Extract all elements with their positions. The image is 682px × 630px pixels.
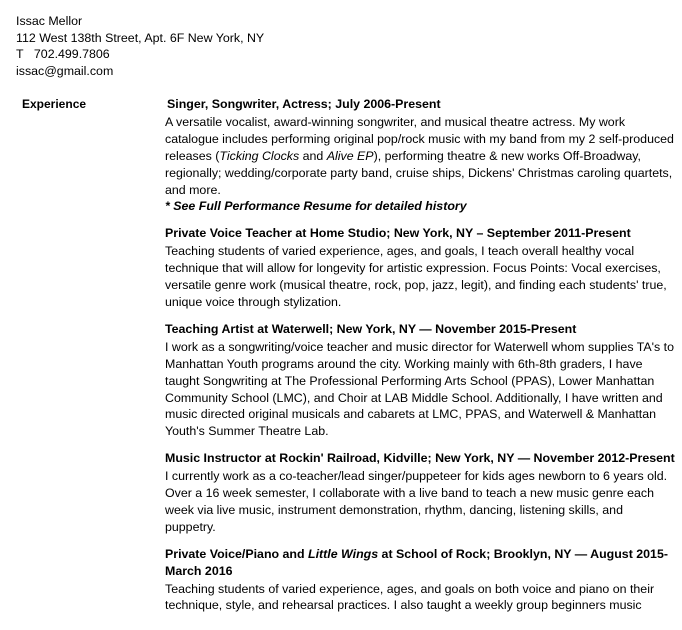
job-title-part: Private Voice/Piano and xyxy=(165,546,308,561)
experience-list xyxy=(165,96,675,624)
job-desc-part: and xyxy=(299,148,327,163)
job-title: Music Instructor at Rockin' Railroad, Kidville; New York, NY — November 2012-Present xyxy=(165,451,675,466)
job-description: I work as a songwriting/voice teacher and music director for Waterwell whom supplies TA's to Manhattan Youth programs around the city. Working mainly with 6th-8th graders, I have taught Songwriting at The Professional Performing Arts School (PPAS), Lower Manhattan Community School (LMC), and Choir at LAB Middle School. Additionally, I have written and music directed original musicals and cabarets at LMC, PPAS, and Waterwell & Manhattan Youth's Summer Theatre Lab. xyxy=(165,339,674,439)
contact-address: 112 West 138th Street, Apt. 6F New York, NY xyxy=(16,30,265,45)
job-entry xyxy=(165,546,675,615)
release-title: Alive EP xyxy=(326,148,374,163)
job-description: Teaching students of varied experience, ages, and goals on both voice and piano on their technique, style, and rehearsal practices. I also taught a weekly group beginners music xyxy=(165,581,655,613)
job-desc-part: A versatile vocalist, award-winning songwriter, and musical theatre actress. My work catalogue includes performing original pop/rock music with my band from my 2 self-produced releases ( xyxy=(165,114,674,163)
job-description xyxy=(165,114,675,199)
job-entry xyxy=(165,321,675,440)
program-name: Little Wings xyxy=(308,546,379,561)
section-experience-label: Experience xyxy=(22,97,87,111)
contact-name: Issac Mellor xyxy=(16,14,83,28)
release-title: Ticking Clocks xyxy=(219,148,300,163)
performance-resume-note: * See Full Performance Resume for detailed history xyxy=(165,199,467,214)
job-desc-part: ), performing theatre & new works Off-Broadway, regionally; wedding/corporate party band, cruise ships, Dickens' Christmas caroling quartets, and more. xyxy=(165,148,673,197)
job-title xyxy=(165,546,675,580)
phone-prefix: T xyxy=(16,47,24,62)
job-title: Teaching Artist at Waterwell; New York, NY — November 2015-Present xyxy=(165,321,577,336)
job-description: I currently work as a co-teacher/lead singer/puppeteer for kids ages newborn to 6 years old. Over a 16 week semester, I collaborate with a live band to teach a new music genre each week via live music, instrument demonstration, rhythm, dancing, listening skills, and puppetry. xyxy=(165,469,668,534)
contact-phone: 702.499.7806 xyxy=(33,47,110,62)
job-entry xyxy=(165,225,675,311)
job-title: Singer, Songwriter, Actress; July 2006-Present xyxy=(167,97,441,111)
contact-block xyxy=(16,13,264,79)
contact-email: issac@gmail.com xyxy=(16,63,114,78)
job-title-part: at School of Rock; Brooklyn, NY — August 2015-March 2016 xyxy=(165,546,668,578)
job-title: Private Voice Teacher at Home Studio; New York, NY – September 2011-Present xyxy=(165,226,631,241)
job-entry xyxy=(165,450,675,536)
job-entry xyxy=(165,96,675,215)
job-description: Teaching students of varied experience, ages, and goals, I teach overall healthy vocal technique that will allow for longevity for artistic expression. Focus Points: Vocal exercises, versatile genre work (musical theatre, rock, pop, jazz, legit), and finding each students' true, unique voice through stylization. xyxy=(165,244,667,309)
contact-phone-line xyxy=(16,46,264,63)
